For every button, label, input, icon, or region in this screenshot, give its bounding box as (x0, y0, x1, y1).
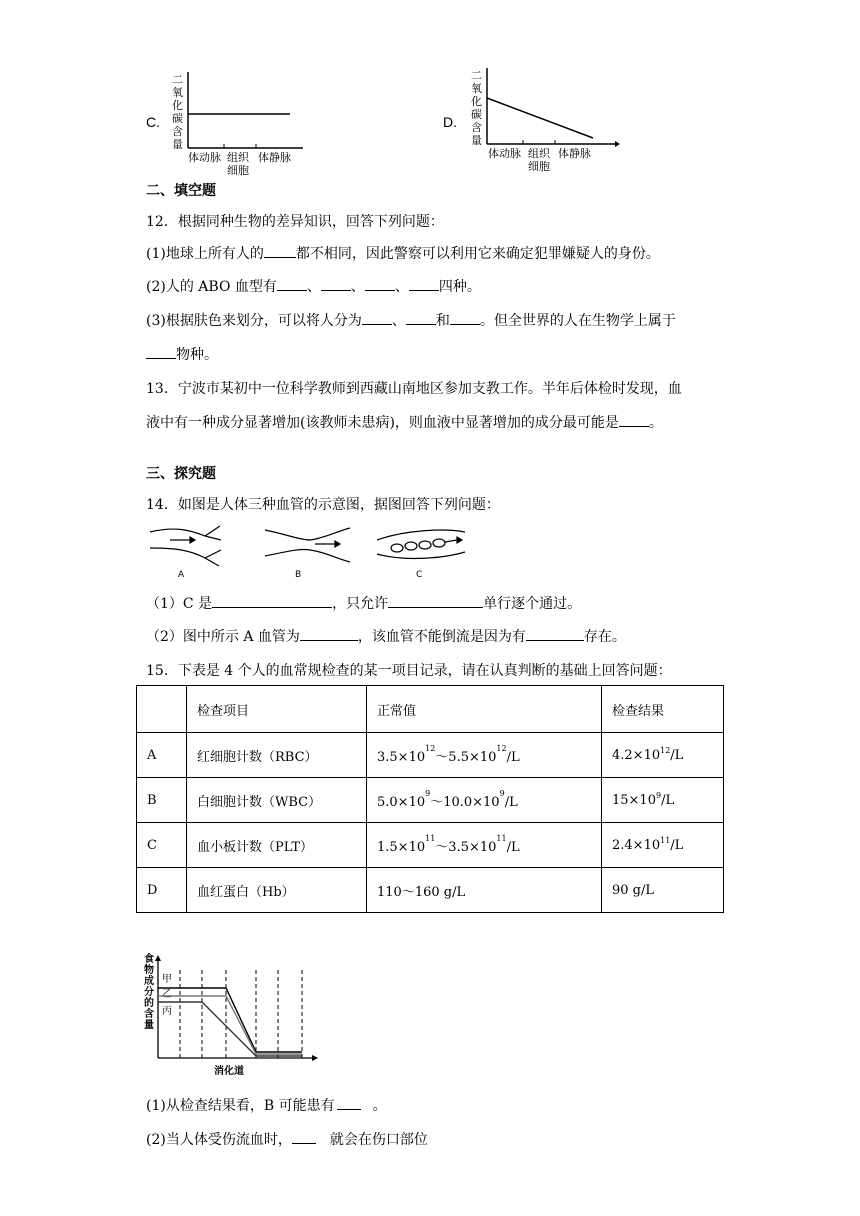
table-header: 检查结果 (602, 686, 724, 733)
answer-blank[interactable] (406, 312, 436, 325)
svg-text:分: 分 (144, 987, 154, 998)
svg-text:碳: 碳 (172, 112, 183, 125)
option-d-label: D. (443, 114, 457, 130)
q12-part1: (1)地球上所有人的 都不相同，因此警察可以利用它来确定犯罪嫌疑人的身份。 (146, 246, 660, 262)
svg-text:含: 含 (172, 125, 183, 138)
svg-text:组织: 组织 (528, 147, 550, 160)
digestion-graph (142, 952, 322, 1080)
section-inquiry-title: 三、探究题 (146, 466, 216, 482)
svg-text:化: 化 (471, 95, 482, 108)
svg-text:乙: 乙 (162, 989, 172, 1000)
svg-text:细胞: 细胞 (227, 164, 249, 177)
svg-text:含: 含 (144, 1009, 154, 1020)
svg-text:丙: 丙 (162, 1006, 172, 1017)
answer-blank[interactable] (526, 628, 584, 641)
svg-text:氧: 氧 (471, 82, 482, 95)
vessel-a (150, 526, 221, 566)
answer-blank[interactable] (277, 278, 307, 291)
answer-blank[interactable] (450, 312, 480, 325)
table-row: B 白细胞计数（WBC） $5.0\times 10^9\sim 10.0\times 10^9/L$ $15\times 10^9/L$ (137, 778, 724, 823)
answer-blank[interactable] (409, 278, 439, 291)
answer-blank[interactable] (365, 278, 395, 291)
answer-blank[interactable] (388, 595, 483, 608)
svg-text:氧: 氧 (172, 86, 183, 99)
blood-vessel-figure (145, 518, 475, 580)
answer-blank[interactable] (300, 628, 358, 641)
svg-text:细胞: 细胞 (528, 160, 550, 173)
q15-answer1: (1)从检查结果看，B 可能患有 。 (146, 1098, 387, 1114)
svg-text:物: 物 (144, 965, 154, 976)
digestion-dashed-lines (180, 970, 302, 1058)
svg-text:体动脉: 体动脉 (488, 147, 521, 160)
table-row: A 红细胞计数（RBC） $3.5\times 10^{12}\sim 5.5\times 10^{12}/L$ $4.2\times 10^{12}/L$ (137, 733, 724, 778)
section-fill-in-title: 二、填空题 (146, 183, 216, 199)
q14-sub2: （2）图中所示 A 血管为 ，该血管不能倒流是因为有 存在。 (146, 629, 626, 645)
q12-stem: 12．根据同种生物的差异知识，回答下列问题： (146, 214, 444, 230)
svg-text:的: 的 (144, 998, 154, 1009)
table-row: D 血红蛋白（Hb） 110～160 g/L 90 g/L (137, 868, 724, 913)
answer-blank[interactable] (292, 1131, 316, 1144)
svg-text:量: 量 (172, 138, 183, 151)
option-c-label: C. (146, 114, 160, 130)
svg-text:化: 化 (172, 99, 183, 112)
table-header: 正常值 (367, 686, 602, 733)
option-d-y-label (471, 69, 482, 147)
svg-text:体动脉: 体动脉 (188, 151, 221, 164)
answer-blank[interactable] (321, 278, 351, 291)
digestion-y-label (144, 952, 154, 1031)
table-row: C 血小板计数（PLT） $1.5\times 10^{11}\sim 3.5\times 10^{11}/L$ $2.4\times 10^{11}/L$ (137, 823, 724, 868)
svg-text:碳: 碳 (471, 108, 482, 121)
q13-line1: 13．宁波市某初中一位科学教师到西藏山南地区参加支教工作。半年后体检时发现，血 (146, 381, 682, 397)
option-c-y-label (172, 73, 183, 151)
option-d-graph (467, 66, 622, 176)
svg-text:成: 成 (144, 976, 154, 987)
svg-text:量: 量 (144, 1020, 154, 1031)
svg-text:食: 食 (144, 954, 154, 965)
option-d-x-labels (488, 146, 591, 173)
option-c-graph (168, 70, 318, 180)
digestion-x-label: 消化道 (214, 1066, 244, 1077)
svg-text:二: 二 (471, 69, 482, 82)
answer-blank[interactable] (337, 1097, 361, 1110)
vessel-label: A (178, 570, 185, 580)
svg-text:体静脉: 体静脉 (558, 147, 591, 160)
table-header-row (137, 686, 724, 733)
answer-blank[interactable] (264, 245, 296, 258)
q14-stem: 14．如图是人体三种血管的示意图，据图回答下列问题： (146, 497, 500, 513)
svg-text:体静脉: 体静脉 (258, 151, 291, 164)
series-labels (162, 973, 172, 1017)
option-c-x-labels (188, 150, 291, 177)
vessel-c (377, 530, 465, 558)
answer-blank[interactable] (619, 414, 649, 427)
table-header: 检查项目 (187, 686, 367, 733)
q14-sub1: （1）C 是 ，只允许 单行逐个通过。 (146, 596, 582, 612)
svg-text:含: 含 (471, 121, 482, 134)
svg-text:组织: 组织 (227, 151, 249, 164)
answer-blank[interactable] (362, 312, 392, 325)
data-line (487, 98, 593, 138)
q12-part3-cont: 物种。 (146, 344, 218, 364)
answer-blank[interactable] (146, 346, 176, 359)
blood-test-table (136, 685, 724, 913)
q12-part3: (3)根据肤色来划分，可以将人分为 、 和 。但全世界的人在生物学上属于 (146, 313, 676, 329)
q13-line2: 液中有一种成分显著增加(该教师未患病)，则血液中显著增加的成分最可能是 。 (146, 415, 663, 431)
svg-text:甲: 甲 (162, 974, 172, 985)
q12-part2: (2)人的 ABO 血型有 、 、 、 四种。 (146, 279, 481, 295)
answer-blank[interactable] (212, 595, 332, 608)
q15-answer2: (2)当人体受伤流血时， 就会在伤口部位 (146, 1132, 428, 1148)
svg-text:量: 量 (471, 134, 482, 147)
vessel-label: C (416, 570, 423, 580)
series-yi (158, 996, 302, 1054)
vessel-b (265, 528, 350, 562)
q15-stem: 15．下表是 4 个人的血常规检查的某一项目记录，请在认真判断的基础上回答问题： (146, 663, 672, 679)
y-char: 二 (172, 73, 183, 86)
vessel-label: B (295, 570, 302, 580)
